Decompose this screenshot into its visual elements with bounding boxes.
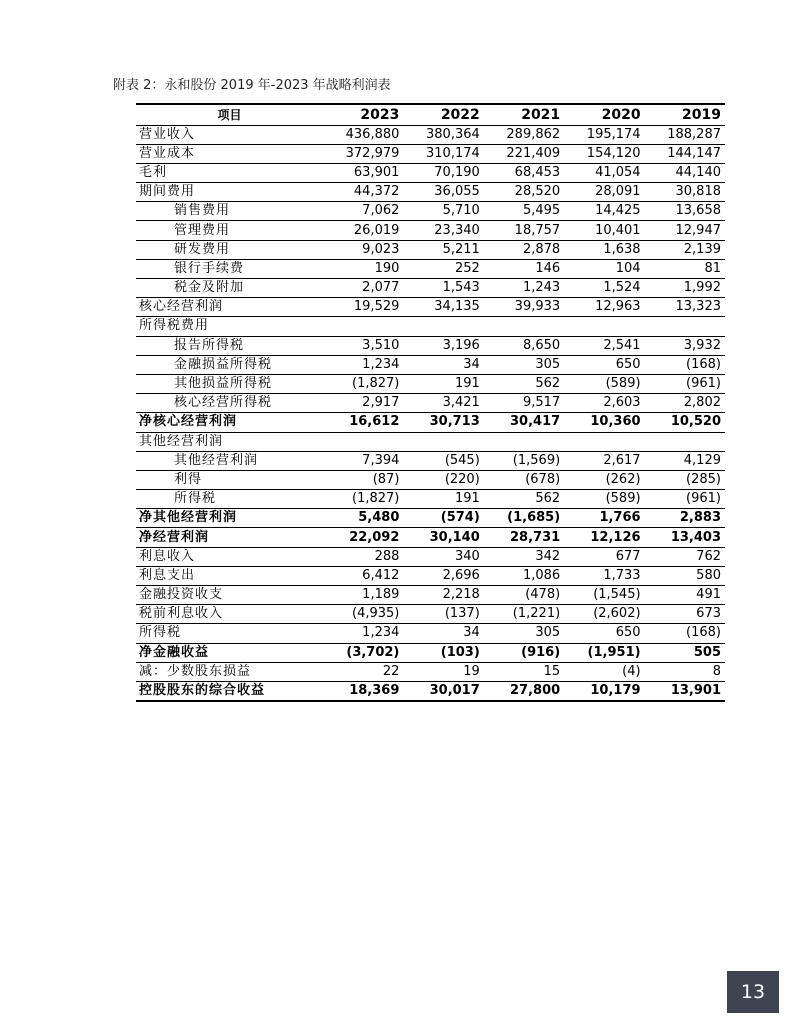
row-value: 26,019 <box>323 221 403 240</box>
row-value: 2,541 <box>564 336 644 355</box>
row-value: 1,733 <box>564 566 644 585</box>
row-value: 9,023 <box>323 240 403 259</box>
row-value: (961) <box>645 490 725 509</box>
row-value: 2,139 <box>645 240 725 259</box>
row-value: 28,091 <box>564 183 644 202</box>
row-value: 2,696 <box>403 566 483 585</box>
row-value: 221,409 <box>484 144 564 163</box>
row-value: 30,713 <box>403 413 483 432</box>
row-value: 310,174 <box>403 144 483 163</box>
row-value: 650 <box>564 624 644 643</box>
row-value: 12,963 <box>564 298 644 317</box>
row-value: 16,612 <box>323 413 403 432</box>
row-value: 2,917 <box>323 394 403 413</box>
row-value: 41,054 <box>564 163 644 182</box>
row-value: 1,234 <box>323 355 403 374</box>
table-row <box>136 605 725 624</box>
row-value: 30,417 <box>484 413 564 432</box>
row-value: 2,883 <box>645 509 725 528</box>
row-label: 金融损益所得税 <box>136 355 323 374</box>
table-row <box>136 490 725 509</box>
strategic-income-statement-table <box>136 103 725 702</box>
row-value: 650 <box>564 355 644 374</box>
row-value: (916) <box>484 643 564 662</box>
row-value <box>403 317 483 336</box>
row-value: 380,364 <box>403 125 483 144</box>
row-value: 2,603 <box>564 394 644 413</box>
row-value: (1,827) <box>323 374 403 393</box>
table-row <box>136 509 725 528</box>
row-value: 190 <box>323 259 403 278</box>
row-label: 所得税费用 <box>136 317 323 336</box>
table-row <box>136 125 725 144</box>
row-value: (1,221) <box>484 605 564 624</box>
row-value <box>484 317 564 336</box>
row-value: 436,880 <box>323 125 403 144</box>
row-value: 28,520 <box>484 183 564 202</box>
table-row <box>136 221 725 240</box>
row-value: 104 <box>564 259 644 278</box>
row-value: (1,685) <box>484 509 564 528</box>
year-header: 2022 <box>403 104 483 125</box>
header-label: 项目 <box>136 104 323 125</box>
row-value <box>403 432 483 451</box>
row-label: 销售费用 <box>136 202 323 221</box>
row-value: (545) <box>403 451 483 470</box>
table-row <box>136 259 725 278</box>
table-header-row <box>136 104 725 125</box>
row-value <box>323 317 403 336</box>
row-value: 8 <box>645 662 725 681</box>
row-value: 63,901 <box>323 163 403 182</box>
row-value: (2,602) <box>564 605 644 624</box>
table-row <box>136 394 725 413</box>
row-value: 34 <box>403 355 483 374</box>
table-row <box>136 643 725 662</box>
row-value: 68,453 <box>484 163 564 182</box>
page-number: 13 <box>727 971 779 1013</box>
row-value: 1,992 <box>645 279 725 298</box>
row-value: 2,218 <box>403 586 483 605</box>
row-value: 15 <box>484 662 564 681</box>
row-value: 188,287 <box>645 125 725 144</box>
row-value: 5,710 <box>403 202 483 221</box>
row-value: 580 <box>645 566 725 585</box>
row-value: 12,947 <box>645 221 725 240</box>
row-value: 34 <box>403 624 483 643</box>
row-value: 19 <box>403 662 483 681</box>
row-value: 342 <box>484 547 564 566</box>
row-value: (574) <box>403 509 483 528</box>
row-label: 期间费用 <box>136 183 323 202</box>
row-value: 340 <box>403 547 483 566</box>
row-value: 673 <box>645 605 725 624</box>
row-label: 核心经营利润 <box>136 298 323 317</box>
row-value: (285) <box>645 470 725 489</box>
row-value: 562 <box>484 490 564 509</box>
row-value: 81 <box>645 259 725 278</box>
row-value: 144,147 <box>645 144 725 163</box>
row-value: 4,129 <box>645 451 725 470</box>
row-value: 505 <box>645 643 725 662</box>
row-label: 其他经营利润 <box>136 451 323 470</box>
row-value <box>323 432 403 451</box>
row-label: 其他损益所得税 <box>136 374 323 393</box>
table-row <box>136 470 725 489</box>
row-value: (478) <box>484 586 564 605</box>
row-value: 22 <box>323 662 403 681</box>
row-value: (1,545) <box>564 586 644 605</box>
table-row <box>136 240 725 259</box>
row-value: 44,140 <box>645 163 725 182</box>
table-row <box>136 413 725 432</box>
table-row <box>136 451 725 470</box>
row-value: 23,340 <box>403 221 483 240</box>
row-value: 491 <box>645 586 725 605</box>
row-value: 2,617 <box>564 451 644 470</box>
table-row <box>136 144 725 163</box>
row-value <box>564 317 644 336</box>
table-row <box>136 279 725 298</box>
row-value: (262) <box>564 470 644 489</box>
row-label: 净金融收益 <box>136 643 323 662</box>
row-label: 利息支出 <box>136 566 323 585</box>
table-row <box>136 298 725 317</box>
row-value: (1,569) <box>484 451 564 470</box>
year-header: 2021 <box>484 104 564 125</box>
table-caption: 附表 2：永和股份 2019 年-2023 年战略利润表 <box>113 78 391 93</box>
table-row <box>136 432 725 451</box>
row-value: 3,196 <box>403 336 483 355</box>
row-value: (678) <box>484 470 564 489</box>
row-value: 18,369 <box>323 681 403 701</box>
row-value: (4,935) <box>323 605 403 624</box>
row-value: 2,878 <box>484 240 564 259</box>
row-value: (220) <box>403 470 483 489</box>
row-value: 27,800 <box>484 681 564 701</box>
table-row <box>136 586 725 605</box>
row-label: 管理费用 <box>136 221 323 240</box>
row-value: 30,140 <box>403 528 483 547</box>
row-value: 10,360 <box>564 413 644 432</box>
row-value: 10,401 <box>564 221 644 240</box>
row-value: 7,062 <box>323 202 403 221</box>
row-value: 154,120 <box>564 144 644 163</box>
row-value: 12,126 <box>564 528 644 547</box>
row-value: 146 <box>484 259 564 278</box>
row-value: 191 <box>403 374 483 393</box>
row-value: 13,901 <box>645 681 725 701</box>
row-label: 净核心经营利润 <box>136 413 323 432</box>
row-value: 13,403 <box>645 528 725 547</box>
row-label: 税金及附加 <box>136 279 323 298</box>
row-value: 34,135 <box>403 298 483 317</box>
table-row <box>136 624 725 643</box>
row-value: 305 <box>484 355 564 374</box>
row-label: 税前利息收入 <box>136 605 323 624</box>
row-label: 利息收入 <box>136 547 323 566</box>
row-label: 减：少数股东损益 <box>136 662 323 681</box>
row-value: 10,520 <box>645 413 725 432</box>
year-header: 2019 <box>645 104 725 125</box>
row-value: 5,480 <box>323 509 403 528</box>
row-label: 银行手续费 <box>136 259 323 278</box>
row-value: (589) <box>564 374 644 393</box>
table-row <box>136 336 725 355</box>
row-value: 3,510 <box>323 336 403 355</box>
row-value: 252 <box>403 259 483 278</box>
row-value: 3,932 <box>645 336 725 355</box>
row-value: (137) <box>403 605 483 624</box>
row-label: 所得税 <box>136 624 323 643</box>
row-value: 288 <box>323 547 403 566</box>
row-value: (1,951) <box>564 643 644 662</box>
row-value: 10,179 <box>564 681 644 701</box>
row-value: (1,827) <box>323 490 403 509</box>
row-value: 1,086 <box>484 566 564 585</box>
row-value: 44,372 <box>323 183 403 202</box>
row-value: 14,425 <box>564 202 644 221</box>
row-value: 1,638 <box>564 240 644 259</box>
row-label: 控股股东的综合收益 <box>136 681 323 701</box>
table-row <box>136 355 725 374</box>
row-value: 70,190 <box>403 163 483 182</box>
row-value: 5,211 <box>403 240 483 259</box>
row-value: 13,323 <box>645 298 725 317</box>
row-value <box>564 432 644 451</box>
row-value: 1,189 <box>323 586 403 605</box>
row-value: (3,702) <box>323 643 403 662</box>
row-value: 2,802 <box>645 394 725 413</box>
row-value: 39,933 <box>484 298 564 317</box>
row-label: 营业收入 <box>136 125 323 144</box>
row-label: 营业成本 <box>136 144 323 163</box>
year-header: 2023 <box>323 104 403 125</box>
row-label: 核心经营所得税 <box>136 394 323 413</box>
row-label: 利得 <box>136 470 323 489</box>
table-row <box>136 202 725 221</box>
table-row <box>136 374 725 393</box>
row-value <box>484 432 564 451</box>
row-value: 1,524 <box>564 279 644 298</box>
row-value: 22,092 <box>323 528 403 547</box>
row-value: 18,757 <box>484 221 564 240</box>
row-label: 金融投资收支 <box>136 586 323 605</box>
row-value: (589) <box>564 490 644 509</box>
row-value: 372,979 <box>323 144 403 163</box>
row-value: 1,543 <box>403 279 483 298</box>
table-row <box>136 317 725 336</box>
row-value <box>645 317 725 336</box>
row-value: (103) <box>403 643 483 662</box>
row-value: 1,766 <box>564 509 644 528</box>
row-value: 1,243 <box>484 279 564 298</box>
row-label: 净经营利润 <box>136 528 323 547</box>
row-value: 1,234 <box>323 624 403 643</box>
table-row <box>136 566 725 585</box>
row-value: (961) <box>645 374 725 393</box>
row-label: 净其他经营利润 <box>136 509 323 528</box>
row-value: 28,731 <box>484 528 564 547</box>
row-value: 195,174 <box>564 125 644 144</box>
row-label: 所得税 <box>136 490 323 509</box>
row-label: 其他经营利润 <box>136 432 323 451</box>
row-value: (87) <box>323 470 403 489</box>
row-value: 762 <box>645 547 725 566</box>
row-value: 677 <box>564 547 644 566</box>
table-row <box>136 528 725 547</box>
row-label: 报告所得税 <box>136 336 323 355</box>
table-row <box>136 183 725 202</box>
row-value: 30,818 <box>645 183 725 202</box>
row-value: 19,529 <box>323 298 403 317</box>
row-value: (168) <box>645 355 725 374</box>
row-label: 毛利 <box>136 163 323 182</box>
row-value: 562 <box>484 374 564 393</box>
row-value: 30,017 <box>403 681 483 701</box>
row-value: 7,394 <box>323 451 403 470</box>
row-value: 289,862 <box>484 125 564 144</box>
row-value <box>645 432 725 451</box>
row-value: 3,421 <box>403 394 483 413</box>
year-header: 2020 <box>564 104 644 125</box>
row-value: 305 <box>484 624 564 643</box>
row-value: 191 <box>403 490 483 509</box>
row-value: (4) <box>564 662 644 681</box>
table-row <box>136 662 725 681</box>
table-row <box>136 681 725 701</box>
row-value: 2,077 <box>323 279 403 298</box>
table-row <box>136 547 725 566</box>
row-value: 8,650 <box>484 336 564 355</box>
row-value: 5,495 <box>484 202 564 221</box>
row-value: 36,055 <box>403 183 483 202</box>
row-value: 6,412 <box>323 566 403 585</box>
row-value: (168) <box>645 624 725 643</box>
row-value: 13,658 <box>645 202 725 221</box>
table-row <box>136 163 725 182</box>
row-value: 9,517 <box>484 394 564 413</box>
row-label: 研发费用 <box>136 240 323 259</box>
